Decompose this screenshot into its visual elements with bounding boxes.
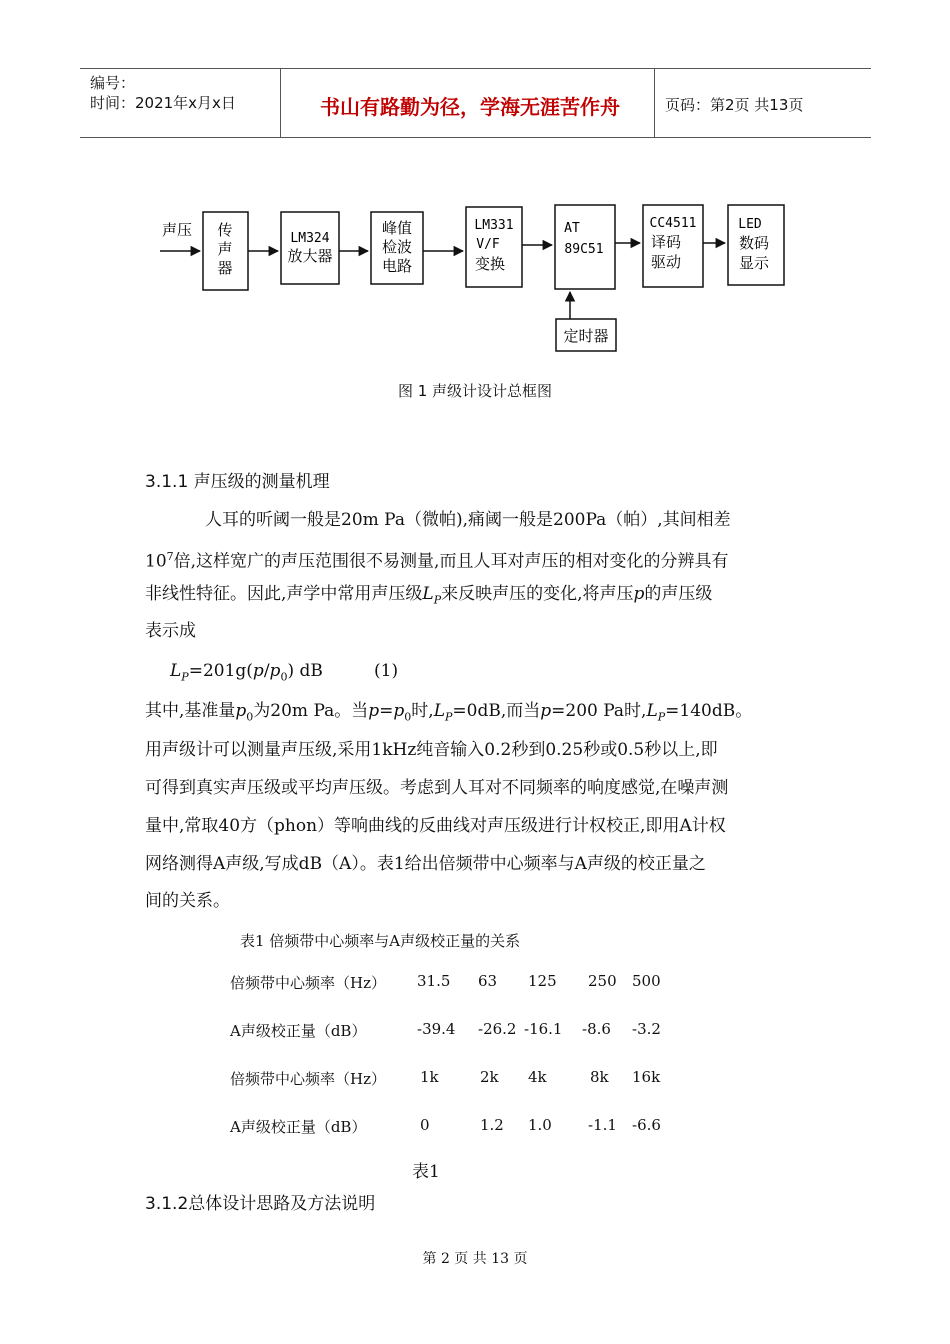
svg-text:电路: 电路 (381, 257, 413, 275)
para3-line5: 间的关系。 (145, 891, 230, 911)
para3-line3: 量中,常取40方（phon）等响曲线的反曲线对声压级进行计权校正,即用A计权 (145, 816, 726, 836)
svg-text:传: 传 (217, 221, 233, 239)
section-heading-311: 3.1.1 声压级的测量机理 (145, 472, 330, 492)
svg-text:AT: AT (564, 221, 580, 236)
block-timer (556, 319, 616, 351)
svg-text:声: 声 (217, 240, 233, 258)
svg-text:CC4511: CC4511 (649, 216, 697, 231)
svg-text:数码: 数码 (738, 234, 770, 252)
block-vf-converter (466, 207, 522, 287)
para1-line1: 人耳的听阈一般是20m Pa（微帕),痛阈一般是200Pa（帕）,其间相差 (205, 510, 731, 530)
svg-text:LM324: LM324 (290, 231, 330, 246)
svg-text:器: 器 (217, 259, 233, 277)
block-diagram (150, 195, 800, 360)
block-peak-detector (371, 212, 423, 284)
svg-text:LM331: LM331 (474, 218, 514, 233)
block-led-display (728, 205, 784, 285)
svg-text:峰值: 峰值 (381, 219, 413, 237)
svg-text:显示: 显示 (738, 254, 770, 272)
para1-line3: 非线性特征。因此,声学中常用声压级$L_P$来反映声压的变化,将声压p的声压级 (145, 584, 713, 607)
formula-number: (1) (374, 661, 399, 681)
svg-text:放大器: 放大器 (287, 247, 333, 265)
para1-line4: 表示成 (145, 621, 196, 641)
para3-line4: 网络测得A声级,写成dB（A）。表1给出倍频带中心频率与A声级的校正量之 (145, 854, 706, 874)
figure-caption: 图 1 声级计设计总框图 (397, 382, 553, 400)
header-motto: 书山有路勤为径，学海无涯苦作舟 (320, 95, 620, 119)
number-label: 编号： (90, 74, 136, 92)
svg-text:LED: LED (738, 217, 762, 232)
svg-text:V/F: V/F (476, 237, 500, 252)
block-decoder-driver (643, 205, 703, 287)
svg-text:89C51: 89C51 (564, 242, 604, 257)
para3-line1: 用声级计可以测量声压级,采用1kHz纯音输入0.2秒到0.25秒或0.5秒以上,即 (145, 740, 718, 760)
para3-line2: 可得到真实声压级或平均声压级。考虑到人耳对不同频率的响度感觉,在噪声测 (145, 778, 729, 798)
time-label: 时间：2021年x月x日 (90, 94, 236, 112)
section-heading-312: 3.1.2总体设计思路及方法说明 (145, 1194, 376, 1214)
svg-text:变换: 变换 (474, 255, 506, 273)
page-footer: 第 2 页 共 13 页 (422, 1251, 528, 1267)
svg-text:驱动: 驱动 (650, 253, 682, 271)
block-transducer (203, 212, 248, 290)
para1-line2: $10^7$倍,这样宽广的声压范围很不易测量,而且人耳对声压的相对变化的分辨具有 (145, 550, 729, 572)
header-page-info: 页码：第2页 共13页 (665, 96, 804, 114)
para2: 其中,基准量$p_0$为20m Pa。当$p=p_0$时$,L_P=0dB$,而当p=200 Pa时$,L_P=140dB$。 (145, 701, 753, 724)
table-title: 表1 倍频带中心频率与A声级校正量的关系 (240, 932, 521, 950)
table-footer-label: 表1 (412, 1162, 440, 1182)
header-divider (280, 69, 281, 137)
svg-text:定时器: 定时器 (563, 327, 609, 345)
block-amplifier (281, 212, 339, 284)
block-mcu (555, 205, 615, 289)
page-header (80, 68, 871, 138)
header-meta (90, 73, 236, 113)
formula-1: $L_P=201g(p/p_0)$ dB (170, 661, 323, 684)
svg-text:译码: 译码 (650, 233, 682, 251)
input-label: 声压 (162, 221, 193, 239)
svg-text:检波: 检波 (381, 238, 413, 256)
